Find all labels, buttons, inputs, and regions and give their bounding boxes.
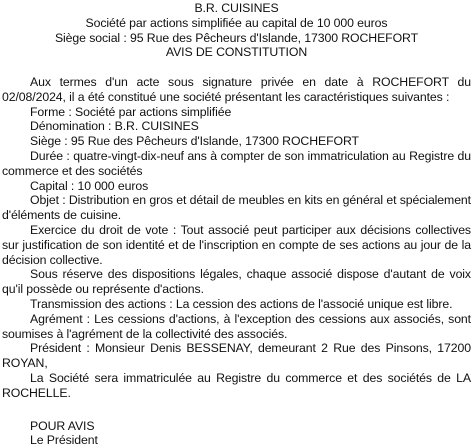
agrement-paragraph: Agrément : Les cessions d'actions, à l'exception des cessions aux associés, sont soumises à l'agrément de la collectivité des associés. [2, 311, 471, 341]
objet-paragraph: Objet : Distribution en gros et détail de meubles en kits en général et spécialement d'éléments de cuisine. [2, 193, 471, 223]
denomination-line: Dénomination : B.R. CUISINES [30, 119, 199, 134]
spacer [2, 401, 471, 419]
spacer [2, 60, 471, 75]
notice-title: AVIS DE CONSTITUTION [165, 45, 308, 60]
immatriculation-paragraph: La Société sera immatriculée au Registre du commerce et des sociétés de LA ROCHELLE. [2, 370, 471, 400]
pour-avis: POUR AVIS [30, 418, 95, 433]
president-paragraph: Président : Monsieur Denis BESSENAY, demeurant 2 Rue des Pinsons, 17200 ROYAN, [2, 341, 471, 371]
vote-paragraph: Exercice du droit de vote : Tout associé peut participer aux décisions collectives sur justification de son identité et de l'inscription en compte de ses actions au jour de la décision collective. [2, 222, 471, 267]
registered-office: Siège social : 95 Rue des Pêcheurs d'Islande, 17300 ROCHEFORT [54, 30, 419, 45]
forme-line: Forme : Société par actions simplifiée [30, 104, 232, 119]
reserve-paragraph: Sous réserve des dispositions légales, chaque associé dispose d'autant de voix qu'il possède ou représente d'actions. [2, 267, 471, 297]
capital-line: Capital : 10 000 euros [30, 178, 149, 193]
company-name: B.R. CUISINES [194, 1, 279, 15]
duree-paragraph: Durée : quatre-vingt-dix-neuf ans à compter de son immatriculation au Registre du commerce et des sociétés [2, 148, 471, 178]
legal-notice [2, 1, 471, 448]
transmission-paragraph: Transmission des actions : La cession des actions de l'associé unique est libre. [30, 296, 453, 311]
signature: Le Président [30, 433, 98, 448]
intro-paragraph: Aux termes d'un acte sous signature privée en date à ROCHEFORT du 02/08/2024, il a été constitué une société présentant les caractéristiques suivantes : [2, 74, 471, 104]
company-form-capital: Société par actions simplifiée au capital de 10 000 euros [85, 15, 388, 30]
siege-line: Siège : 95 Rue des Pêcheurs d'Islande, 17300 ROCHEFORT [30, 134, 359, 149]
